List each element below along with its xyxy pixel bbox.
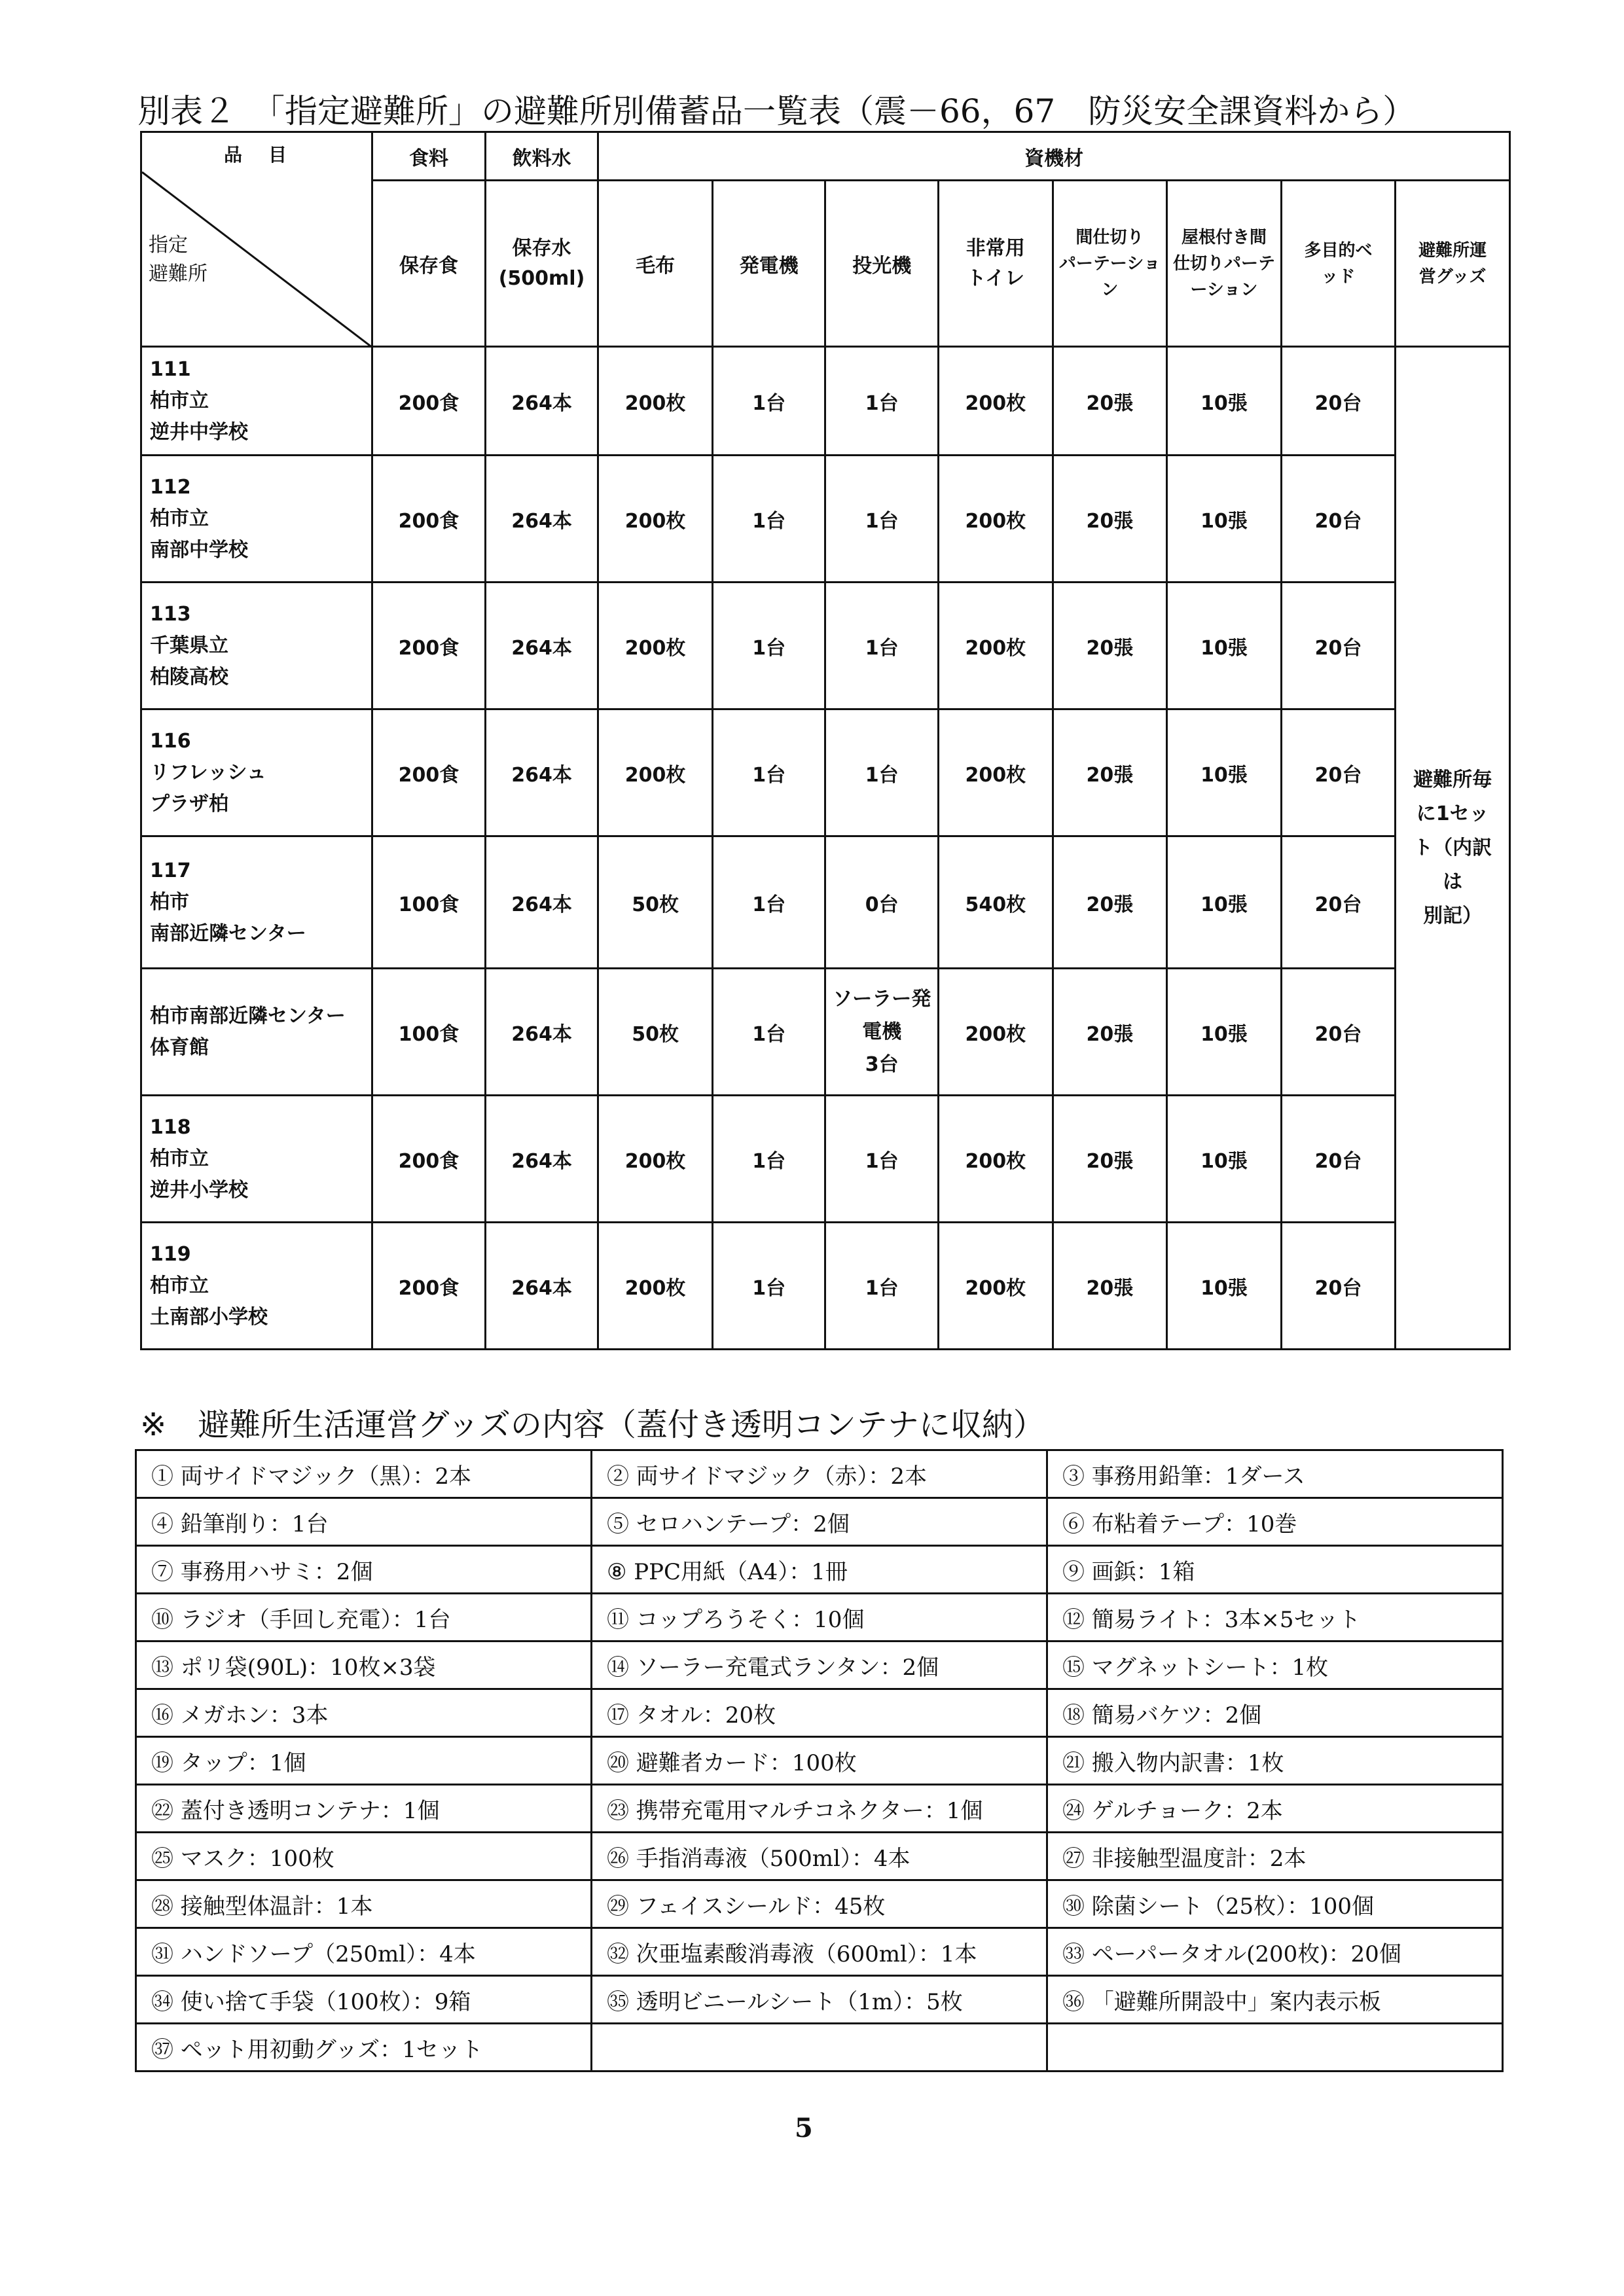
goods-row <box>136 1928 1503 1976</box>
text-line: に1セッ <box>1416 802 1489 825</box>
goods-item: ④ 鉛筆削り：1台 <box>136 1498 592 1546</box>
goods-item: ⑳ 避難者カード：100枚 <box>592 1737 1047 1785</box>
quantity-cell: 10張 <box>1167 709 1282 836</box>
quantity-cell: 100食 <box>372 836 486 969</box>
quantity-cell: 20台 <box>1281 347 1396 456</box>
goods-item: ㉛ ハンドソープ（250ml）：4本 <box>136 1928 592 1976</box>
goods-item: ㉞ 使い捨て手袋（100枚）：9箱 <box>136 1976 592 2024</box>
quantity-cell: 1台 <box>712 347 825 456</box>
column-header <box>825 181 939 347</box>
text-line: 電機 <box>862 1020 902 1043</box>
shelter-row <box>141 347 1510 456</box>
quantity-cell: 20台 <box>1281 1096 1396 1223</box>
column-header <box>1396 181 1510 347</box>
quantity-cell: 20台 <box>1281 583 1396 709</box>
quantity-cell: 200枚 <box>598 1096 713 1223</box>
goods-item: ㉖ 手指消毒液（500ml）：4本 <box>592 1833 1047 1880</box>
quantity-cell: 1台 <box>825 583 939 709</box>
quantity-cell: 200枚 <box>939 456 1053 583</box>
text-line: 117 <box>150 859 191 882</box>
text-line: 118 <box>150 1115 191 1139</box>
goods-item: ㉒ 蓋付き透明コンテナ：1個 <box>136 1785 592 1833</box>
column-header <box>598 181 713 347</box>
quantity-cell: 1台 <box>712 583 825 709</box>
text-line: ッド <box>1321 266 1356 287</box>
quantity-cell: 200枚 <box>598 456 713 583</box>
text-line: 119 <box>150 1242 191 1266</box>
text-line: ト（内訳 <box>1413 836 1492 859</box>
goods-item: ㉑ 搬入物内訳書：1枚 <box>1047 1737 1503 1785</box>
goods-item: ⑩ ラジオ（手回し充電）：1台 <box>136 1594 592 1641</box>
goods-item: ⑤ セロハンテープ：2個 <box>592 1498 1047 1546</box>
quantity-cell: 1台 <box>825 1223 939 1350</box>
text-line: 毛布 <box>636 254 676 278</box>
quantity-cell: 264本 <box>485 836 598 969</box>
text-line: 柏市立 <box>150 389 209 412</box>
goods-item: ⑬ ポリ袋(90L)：10枚×3袋 <box>136 1641 592 1689</box>
quantity-cell: 1台 <box>712 709 825 836</box>
goods-item: ⑭ ソーラー充電式ランタン：2個 <box>592 1641 1047 1689</box>
text-line: トイレ <box>966 266 1025 290</box>
text-line: 多目的ベ <box>1304 240 1373 260</box>
text-line: 避難所運 <box>1418 240 1487 260</box>
goods-row <box>136 1594 1503 1641</box>
quantity-cell: 20張 <box>1053 583 1167 709</box>
quantity-cell: 20台 <box>1281 456 1396 583</box>
text-line: 柏市 <box>150 890 189 914</box>
stockpile-table-body <box>141 132 1510 1350</box>
quantity-cell: 50枚 <box>598 969 713 1096</box>
goods-item: ㉚ 除菌シート（25枚）：100個 <box>1047 1880 1503 1928</box>
goods-item: ㉗ 非接触型温度計：2本 <box>1047 1833 1503 1880</box>
goods-item: ⑱ 簡易バケツ：2個 <box>1047 1689 1503 1737</box>
column-header <box>485 181 598 347</box>
goods-item: ㊱ 「避難所開設中」案内表示板 <box>1047 1976 1503 2024</box>
quantity-cell: 200枚 <box>939 347 1053 456</box>
goods-item: ㉓ 携帯充電用マルチコネクター：1個 <box>592 1785 1047 1833</box>
quantity-cell: 0台 <box>825 836 939 969</box>
quantity-cell: 200枚 <box>598 1223 713 1350</box>
text-line: 非常用 <box>965 236 1025 260</box>
quantity-cell: 100食 <box>372 969 486 1096</box>
text-line: 南部中学校 <box>150 538 248 562</box>
document-title: 別表２ 「指定避難所」の避難所別備蓄品一覧表（震－66，67 防災安全課資料から） <box>137 92 1416 130</box>
text-line: 保存食 <box>399 254 458 278</box>
quantity-cell: 264本 <box>485 1096 598 1223</box>
text-line: 116 <box>150 729 191 753</box>
shelter-row <box>141 709 1510 836</box>
goods-item <box>1047 2024 1503 2072</box>
text-line: 111 <box>150 357 191 381</box>
shelter-name-cell <box>141 709 372 836</box>
quantity-cell: 200枚 <box>939 1096 1053 1223</box>
text-line: は <box>1443 870 1463 893</box>
quantity-cell: 20台 <box>1281 836 1396 969</box>
quantity-cell: 264本 <box>485 969 598 1096</box>
quantity-cell: 264本 <box>485 456 598 583</box>
text-line: 柏市立 <box>150 1274 209 1297</box>
quantity-cell: 10張 <box>1167 347 1282 456</box>
quantity-cell: 20張 <box>1053 456 1167 583</box>
column-header <box>712 181 825 347</box>
goods-table-body <box>136 1450 1503 2072</box>
goods-item: ㉝ ペーパータオル(200枚)：20個 <box>1047 1928 1503 1976</box>
quantity-cell: 10張 <box>1167 1096 1282 1223</box>
goods-item <box>592 2024 1047 2072</box>
goods-heading: ※ 避難所生活運営グッズの内容（蓋付き透明コンテナに収納） <box>140 1407 1045 1443</box>
goods-row <box>136 1546 1503 1594</box>
text-line: 保存水 <box>512 236 571 260</box>
quantity-cell: 10張 <box>1167 1223 1282 1350</box>
corner-bottom-label <box>149 231 208 289</box>
goods-item: ㊲ ペット用初動グッズ：1セット <box>136 2024 592 2072</box>
column-header <box>1281 181 1396 347</box>
text-line: 屋根付き間 <box>1181 227 1267 247</box>
goods-item: ⑲ タップ：1個 <box>136 1737 592 1785</box>
text-line: プラザ柏 <box>150 792 228 816</box>
quantity-cell: 1台 <box>712 1223 825 1350</box>
quantity-cell: 200枚 <box>598 709 713 836</box>
quantity-cell: 10張 <box>1167 583 1282 709</box>
quantity-cell: 20張 <box>1053 1096 1167 1223</box>
quantity-cell: 200食 <box>372 583 486 709</box>
quantity-cell: 200食 <box>372 1096 486 1223</box>
goods-item: ㉔ ゲルチョーク：2本 <box>1047 1785 1503 1833</box>
text-line: 体育館 <box>150 1035 209 1059</box>
quantity-cell: 264本 <box>485 709 598 836</box>
quantity-cell: 200食 <box>372 456 486 583</box>
shelter-row <box>141 1096 1510 1223</box>
text-line: 南部近隣センター <box>150 922 306 945</box>
shelter-name-cell <box>141 836 372 969</box>
quantity-cell: 540枚 <box>939 836 1053 969</box>
quantity-cell: 1台 <box>825 1096 939 1223</box>
shelter-row <box>141 836 1510 969</box>
goods-item: ㉘ 接触型体温計：1本 <box>136 1880 592 1928</box>
quantity-cell: 10張 <box>1167 456 1282 583</box>
text-line: 間仕切り <box>1075 227 1144 247</box>
stockpile-table <box>140 131 1511 1350</box>
quantity-cell: 264本 <box>485 347 598 456</box>
quantity-cell: 1台 <box>825 456 939 583</box>
page-number: 5 <box>795 2113 813 2144</box>
shelter-row <box>141 969 1510 1096</box>
goods-row <box>136 1880 1503 1928</box>
group-header-equipment: 資機材 <box>598 132 1510 181</box>
text-line: 別記） <box>1423 904 1483 927</box>
text-line: ソーラー発 <box>833 987 931 1011</box>
text-line: 指定 <box>149 234 188 257</box>
quantity-cell: 20張 <box>1053 836 1167 969</box>
goods-item: ⑨ 画鋲：1箱 <box>1047 1546 1503 1594</box>
goods-item: ㉕ マスク：100枚 <box>136 1833 592 1880</box>
goods-row <box>136 1641 1503 1689</box>
quantity-cell: 200食 <box>372 347 486 456</box>
goods-item: ㉙ フェイスシールド：45枚 <box>592 1880 1047 1928</box>
text-line: 千葉県立 <box>150 634 228 657</box>
text-line: 柏陵高校 <box>150 665 228 689</box>
goods-item: ⑫ 簡易ライト：3本×5セット <box>1047 1594 1503 1641</box>
goods-item: ⑰ タオル：20枚 <box>592 1689 1047 1737</box>
goods-note-cell <box>1396 347 1510 1350</box>
quantity-cell: 20張 <box>1053 969 1167 1096</box>
goods-item: ⑪ コップろうそく：10個 <box>592 1594 1047 1641</box>
column-header <box>1053 181 1167 347</box>
text-line: パーテーション <box>1058 253 1161 300</box>
goods-item: ⑧ PPC用紙（A4）：1冊 <box>592 1546 1047 1594</box>
column-header <box>939 181 1053 347</box>
goods-item: ㉜ 次亜塩素酸消毒液（600ml）：1本 <box>592 1928 1047 1976</box>
goods-row <box>136 1785 1503 1833</box>
quantity-cell: 1台 <box>712 1096 825 1223</box>
group-header-water: 飲料水 <box>485 132 598 181</box>
corner-header-cell <box>141 132 372 347</box>
goods-item: ② 両サイドマジック（赤）：2本 <box>592 1450 1047 1498</box>
quantity-cell: 200食 <box>372 1223 486 1350</box>
shelter-name-cell <box>141 456 372 583</box>
shelter-name-cell <box>141 1096 372 1223</box>
goods-row <box>136 1689 1503 1737</box>
text-line: 柏市南部近隣センター <box>150 1004 346 1028</box>
quantity-cell: 20張 <box>1053 709 1167 836</box>
shelter-row <box>141 456 1510 583</box>
quantity-cell: 200食 <box>372 709 486 836</box>
quantity-cell: 1台 <box>712 836 825 969</box>
quantity-cell: 200枚 <box>598 583 713 709</box>
quantity-cell: 10張 <box>1167 836 1282 969</box>
quantity-cell: 20台 <box>1281 969 1396 1096</box>
quantity-cell: 200枚 <box>939 709 1053 836</box>
quantity-cell: 1台 <box>712 969 825 1096</box>
goods-row <box>136 1450 1503 1498</box>
quantity-cell <box>825 969 939 1096</box>
goods-table <box>135 1449 1504 2072</box>
goods-item: ⑥ 布粘着テープ：10巻 <box>1047 1498 1503 1546</box>
text-line: (500ml) <box>498 266 585 290</box>
quantity-cell: 1台 <box>825 709 939 836</box>
text-line: 113 <box>150 602 191 626</box>
quantity-cell: 200枚 <box>939 969 1053 1096</box>
text-line: 土南部小学校 <box>150 1305 268 1329</box>
text-line: 仕切りパーテ <box>1172 253 1275 274</box>
text-line: ーション <box>1190 279 1258 300</box>
text-line: 112 <box>150 475 191 499</box>
shelter-row <box>141 583 1510 709</box>
column-header <box>372 181 486 347</box>
text-line: 発電機 <box>739 254 799 278</box>
text-line: リフレッシュ <box>150 761 266 784</box>
text-line: 逆井中学校 <box>150 420 248 444</box>
goods-row <box>136 1498 1503 1546</box>
text-line: 営グッズ <box>1418 266 1487 287</box>
header-row <box>141 132 1510 181</box>
quantity-cell: 1台 <box>712 456 825 583</box>
quantity-cell: 20台 <box>1281 709 1396 836</box>
quantity-cell: 10張 <box>1167 969 1282 1096</box>
quantity-cell: 200枚 <box>939 1223 1053 1350</box>
goods-row <box>136 1976 1503 2024</box>
goods-row <box>136 2024 1503 2072</box>
text-line: 避難所 <box>149 262 208 285</box>
quantity-cell: 264本 <box>485 583 598 709</box>
goods-item: ③ 事務用鉛筆：1ダース <box>1047 1450 1503 1498</box>
goods-row <box>136 1833 1503 1880</box>
quantity-cell: 20張 <box>1053 347 1167 456</box>
text-line: 柏市立 <box>150 1147 209 1170</box>
corner-top-label: 品目 <box>224 144 314 166</box>
goods-item: ㉟ 透明ビニールシート（1m）：5枚 <box>592 1976 1047 2024</box>
goods-item: ⑮ マグネットシート：1枚 <box>1047 1641 1503 1689</box>
text-line: 3台 <box>865 1052 899 1076</box>
text-line: 逆井小学校 <box>150 1178 248 1202</box>
shelter-row <box>141 1223 1510 1350</box>
quantity-cell: 50枚 <box>598 836 713 969</box>
shelter-name-cell <box>141 969 372 1096</box>
quantity-cell: 200枚 <box>939 583 1053 709</box>
shelter-name-cell <box>141 1223 372 1350</box>
goods-item: ① 両サイドマジック（黒）：2本 <box>136 1450 592 1498</box>
quantity-cell: 200枚 <box>598 347 713 456</box>
quantity-cell: 20台 <box>1281 1223 1396 1350</box>
shelter-name-cell <box>141 583 372 709</box>
text-line: 避難所毎 <box>1413 768 1492 791</box>
column-header <box>1167 181 1282 347</box>
group-header-food: 食料 <box>372 132 486 181</box>
shelter-name-cell <box>141 347 372 456</box>
goods-item: ⑯ メガホン：3本 <box>136 1689 592 1737</box>
goods-item: ⑦ 事務用ハサミ：2個 <box>136 1546 592 1594</box>
text-line: 柏市立 <box>150 507 209 530</box>
quantity-cell: 264本 <box>485 1223 598 1350</box>
text-line: 投光機 <box>852 254 912 278</box>
quantity-cell: 1台 <box>825 347 939 456</box>
quantity-cell: 20張 <box>1053 1223 1167 1350</box>
goods-row <box>136 1737 1503 1785</box>
